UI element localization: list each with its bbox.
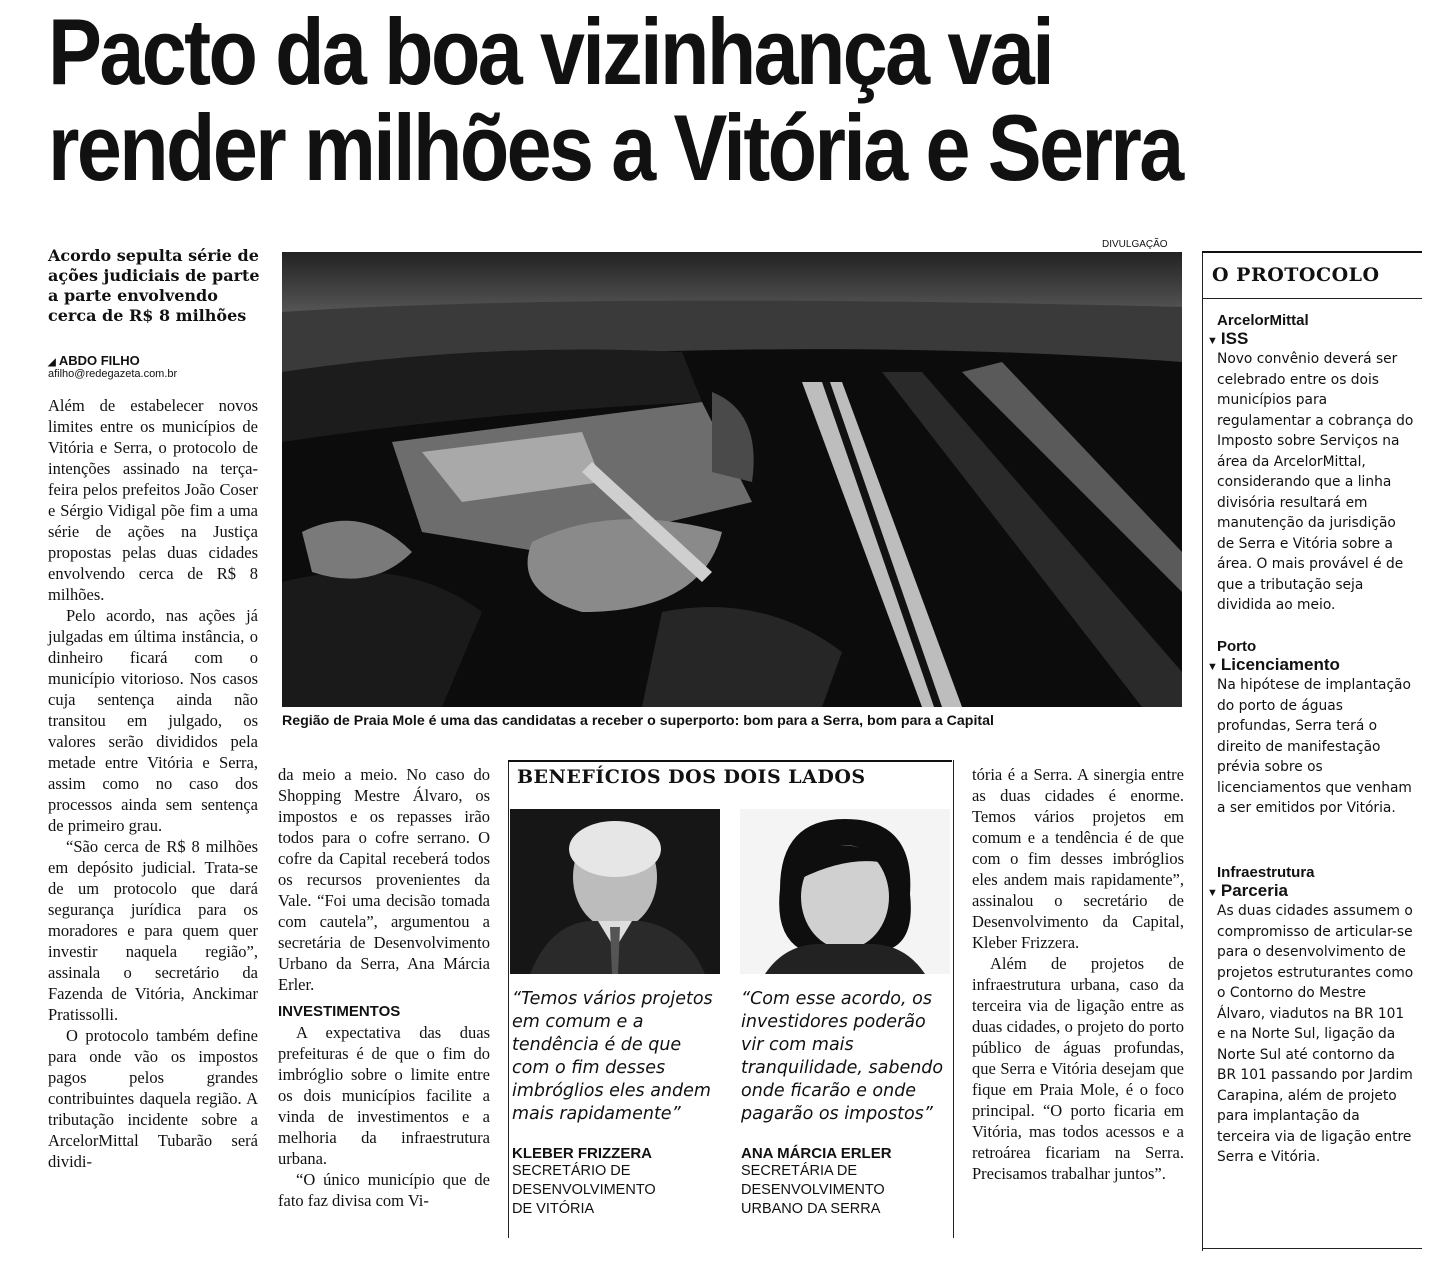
paragraph: tória é a Serra. A sinergia entre as duas cidades é enorme. Temos vários projetos em comum e a tendência é de que com o fim desses imbróglios eles andem mais rapidamente”, assinalou o secretário de Desenvolvimento da Capital, Kleber Frizzera. bbox=[972, 765, 1184, 952]
quote-role: DESENVOLVIMENTO bbox=[741, 1182, 885, 1198]
paragraph: O protocolo também define para onde vão os impostos pagos pelos grandes contribuintes daquela região. A tributação incidente sobre a ArcelorMittal Tubarão será dividi- bbox=[48, 1026, 258, 1171]
paragraph: Além de projetos de infraestrutura urbana, caso da terceira via de ligação entre as duas cidades, o projeto do porto público de águas profundas, que Serra e Vitória desejam que fique em Praia Mole, é o foco principal. “O porto ficaria em Vitória, mas todos acessos e a retroárea ficariam na Serra. Precisamos trabalhar juntos”. bbox=[972, 954, 1184, 1183]
paragraph: A expectativa das duas prefeituras é de que o fim do imbróglio sobre o limite entre os dois municípios facilite a vinda de investimentos e a melhoria da infraestrutura urbana. bbox=[278, 1023, 490, 1168]
photo-caption: Região de Praia Mole é uma das candidatas a receber o superporto: bom para a Serra, bom para a Capital bbox=[282, 713, 994, 729]
quote-role: DESENVOLVIMENTO bbox=[512, 1182, 656, 1198]
article-column-4 bbox=[972, 764, 1184, 1184]
subhead-investimentos: INVESTIMENTOS bbox=[278, 1003, 401, 1020]
section-body: Novo convênio deverá ser celebrado entre os dois municípios para regulamentar a cobrança do Imposto sobre Serviços na área da ArcelorMittal, considerando que a linha divisória resultará em manutenção da jurisdição de Serra e Vitória sobre a área. O mais provável é de que a tributação seja dividida ao meio. bbox=[1217, 351, 1414, 613]
portrait-ana-marcia-erler bbox=[740, 809, 950, 974]
portrait-image bbox=[510, 809, 720, 974]
section-kicker: Porto bbox=[1217, 638, 1257, 655]
quote-name: ANA MÁRCIA ERLER bbox=[741, 1145, 892, 1162]
article-column-2 bbox=[278, 764, 490, 1211]
aerial-photo-image bbox=[282, 252, 1182, 707]
photo-credit: DIVULGAÇÃO bbox=[1102, 239, 1168, 250]
sidebar-bottom-rule bbox=[1202, 1248, 1422, 1249]
headline-line-1: Pacto da boa vizinhança vai bbox=[48, 0, 1053, 104]
paragraph: Além de estabelecer novos limites entre os municípios de Vitória e Serra, o protocolo de intenções assinado na terça-feira pelos prefeitos João Coser e Sérgio Vidigal põe fim a uma série de ações na Justiça propostas pelas duas cidades envolvendo cerca de R$ 8 milhões. bbox=[48, 396, 258, 604]
headline-line-2: render milhões a Vitória e Serra bbox=[48, 95, 1182, 200]
arrow-down-icon: ▼ bbox=[1207, 887, 1218, 899]
quote-attribution-ana bbox=[741, 1145, 951, 1219]
quote-role: DE VITÓRIA bbox=[512, 1201, 595, 1217]
section-body: Na hipótese de implantação do porto de águas profundas, Serra terá o direito de manifestação prévia sobre os licenciamentos que venham a ser emitidos por Vitória. bbox=[1217, 677, 1412, 816]
deck: Acordo sepulta série de ações judiciais de parte a parte envolvendo cerca de R$ 8 milhões bbox=[48, 246, 260, 325]
arrow-down-icon: ▼ bbox=[1207, 661, 1218, 673]
author-name: ABDO FILHO bbox=[58, 353, 140, 368]
section-heading: ISS bbox=[1220, 329, 1249, 348]
section-heading: Parceria bbox=[1220, 881, 1289, 900]
paragraph: “O único município que de fato faz divisa com Vi- bbox=[278, 1170, 490, 1210]
sidebar-section-iss bbox=[1207, 312, 1419, 616]
pen-icon: ◢ bbox=[48, 357, 56, 368]
quote-role: SECRETÁRIA DE bbox=[741, 1163, 858, 1179]
quote-attribution-kleber bbox=[512, 1145, 722, 1219]
portrait-kleber-frizzera bbox=[510, 809, 720, 974]
box-top-rule bbox=[508, 760, 952, 762]
headline bbox=[48, 0, 1235, 200]
quote-kleber: “Temos vários projetos em comum e a tendência é de que com o fim desses imbróglios eles andem mais rapidamente” bbox=[512, 989, 713, 1124]
quote-role: URBANO DA SERRA bbox=[741, 1201, 881, 1217]
benefits-box-title: BENEFÍCIOS DOS DOIS LADOS bbox=[517, 766, 866, 788]
quote-name: KLEBER FRIZZERA bbox=[512, 1145, 652, 1162]
aerial-photo bbox=[282, 252, 1182, 707]
paragraph: Pelo acordo, nas ações já julgadas em última instância, o dinheiro ficará com o município vitorioso. Nos casos cuja sentença ainda não transitou em julgado, os valores serão divididos pela metade entre Vitória e Serra, assim como no caso dos processos ainda sem sentença de primeiro grau. bbox=[48, 606, 258, 835]
section-kicker: ArcelorMittal bbox=[1217, 312, 1309, 329]
paragraph: da meio a meio. No caso do Shopping Mestre Álvaro, os impostos e os repasses irão todos para o cofre serrano. O cofre da Capital receberá todos os recursos provenientes da Vale. “Foi uma decisão tomada com cautela”, argumentou a secretária de Desenvolvimento Urbano da Serra, Ana Márcia Erler. bbox=[278, 765, 490, 994]
article-column-1 bbox=[48, 395, 258, 1172]
sidebar-section-parceria bbox=[1207, 864, 1419, 1168]
sidebar-section-licenciamento bbox=[1207, 638, 1419, 819]
arrow-down-icon: ▼ bbox=[1207, 335, 1218, 347]
paragraph: “São cerca de R$ 8 milhões em depósito judicial. Trata-se de um protocolo que dará segurança jurídica para os moradores e para quem quer investir naquela região”, assinala o secretário da Fazenda de Vitória, Anckimar Pratissolli. bbox=[48, 837, 258, 1024]
section-kicker: Infraestrutura bbox=[1217, 864, 1315, 881]
quote-ana-marcia: “Com esse acordo, os investidores poderão vir com mais tranquilidade, sabendo onde ficarão e onde pagarão os impostos” bbox=[741, 989, 944, 1124]
portrait-image bbox=[740, 809, 950, 974]
byline bbox=[48, 353, 263, 380]
sidebar-title: O PROTOCOLO bbox=[1212, 264, 1380, 286]
author-email[interactable]: afilho@redegazeta.com.br bbox=[48, 368, 178, 380]
section-body: As duas cidades assumem o compromisso de articular-se para o desenvolvimento de projetos estruturantes como o Contorno do Mestre Álvaro, viadutos na BR 101 e na Norte Sul, ligação da Norte Sul até contorno da BR 101 passando por Jardim Carapina, além de projeto para implantação da terceira via de ligação entre Serra e Vitória. bbox=[1217, 903, 1414, 1165]
sidebar-title-rule bbox=[1202, 298, 1422, 299]
quote-role: SECRETÁRIO DE bbox=[512, 1163, 631, 1179]
sidebar-top-rule bbox=[1202, 251, 1422, 253]
section-heading: Licenciamento bbox=[1220, 655, 1340, 674]
